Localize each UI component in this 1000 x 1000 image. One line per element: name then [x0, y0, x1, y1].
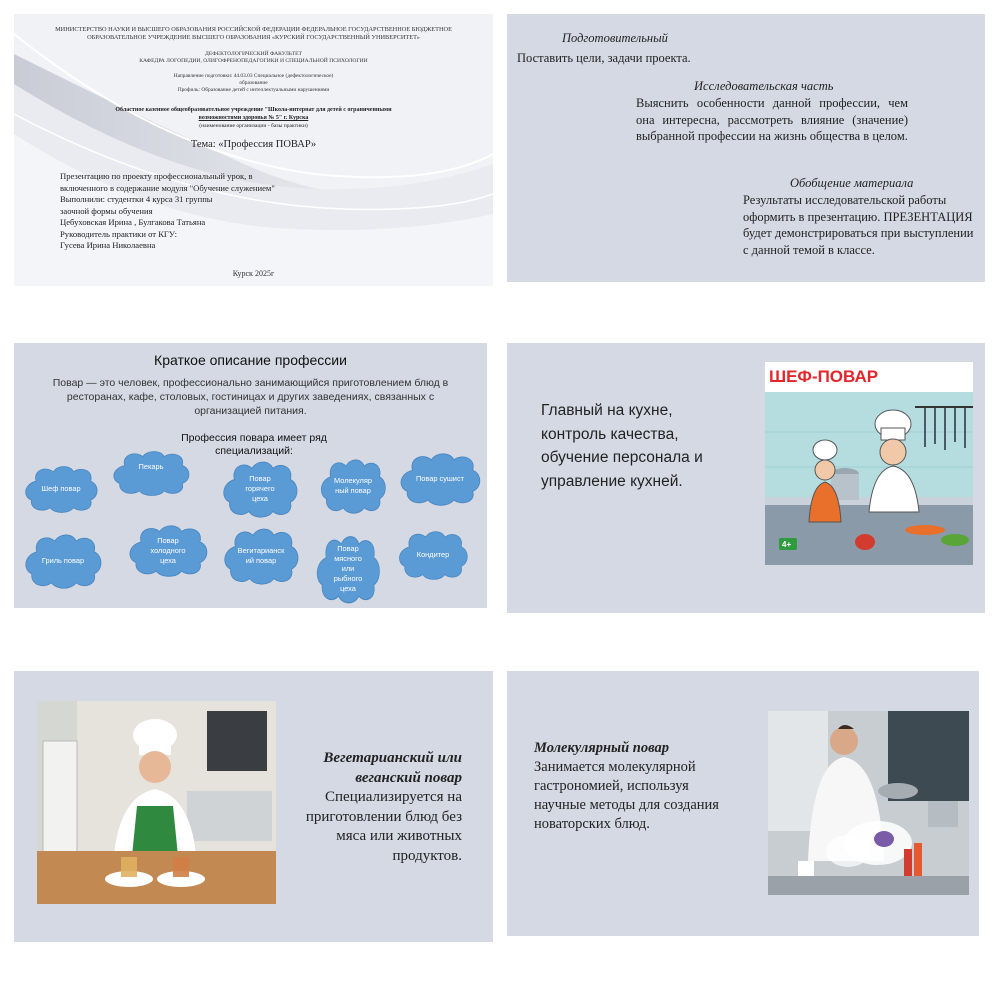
cloud-label: Повар горячего цеха	[245, 474, 275, 503]
cloud-label: Повар холодного цеха	[150, 535, 186, 565]
chef-cartoon-image	[765, 362, 973, 565]
slide-chef[interactable]	[507, 343, 985, 613]
institution-block	[54, 106, 453, 130]
education-line: образование	[239, 80, 268, 86]
molecular-chef-description: Занимается молекулярной гастрономией, используя научные методы для создания новаторских блюд.	[534, 759, 719, 832]
molecular-chef-text	[534, 739, 744, 834]
direction-block	[34, 73, 473, 94]
specializations-label: Профессия повара имеет ряд специализаций:	[181, 432, 327, 457]
author-line: Выполнили: студентки 4 курса 31 группы	[60, 194, 213, 204]
slide-title: Краткое описание профессии	[154, 352, 347, 368]
cloud-shape	[221, 526, 301, 586]
vegetarian-chef-heading: Вегетарианский или веганский повар	[323, 750, 462, 786]
direction-line: Направление подготовки: 44.03.03 Специальное (дефектологическое)	[173, 73, 334, 79]
cloud-label: Гриль повар	[41, 556, 85, 565]
age-badge: 4+	[782, 540, 792, 549]
cloud-label: Повар сушист	[415, 474, 465, 483]
profile-line: Профиль: Образование детей с интеллектуальными нарушениями	[177, 87, 330, 93]
cloud-label: Шеф повар	[41, 484, 81, 493]
institution-line-1: Областное казенное общеобразовательное учреждение "Школа-интернат для детей с ограниченными	[115, 107, 392, 113]
institution-line-2: возможностями здоровья № 5" г. Курска	[198, 115, 309, 121]
author-line: заочной формы обучения	[60, 205, 153, 216]
cloud-shape	[318, 457, 388, 515]
author-line: Цебуховская Ирина , Булгакова Татьяна	[60, 217, 206, 227]
author-line: включенного в содержание модуля "Обучение служением"	[60, 182, 275, 193]
authors-block	[60, 171, 360, 252]
institution-note: (наименование организации - базы практики)	[199, 123, 308, 129]
slide-vegetarian-chef[interactable]	[14, 671, 493, 942]
stage-2-heading: Исследовательская часть	[694, 79, 834, 93]
slide-project-stages[interactable]	[507, 14, 985, 282]
profession-description: Повар — это человек, профессионально занимающийся приготовлением блюд в ресторанах, кафе, столовых, гостиницах и других заведениях, связанных с организацией питания.	[52, 377, 449, 417]
vegetarian-chef-description: Специализируется на приготовлении блюд без мяса или животных продуктов.	[305, 789, 462, 864]
slide-title-page[interactable]	[14, 14, 493, 286]
author-line: Руководитель практики от КГУ:	[60, 228, 178, 239]
stage-3-text: Результаты исследовательской работы оформить в презентацию. ПРЕЗЕНТАЦИЯ будет демонстрироваться при выступлении с данной темой в классе.	[743, 193, 974, 257]
cloud-label: Молекулярный повар	[334, 476, 372, 495]
cloud-label: Кондитер	[416, 550, 450, 559]
cloud-label: Вегитарианский повар	[237, 546, 285, 565]
vegetarian-chef-text	[279, 749, 462, 866]
stage-1-heading: Подготовительный	[562, 31, 668, 45]
city-year: Курск 2025г	[232, 269, 275, 278]
faculty-name: ДЕФЕКТОЛОГИЧЕСКИЙ ФАКУЛЬТЕТ	[205, 51, 302, 57]
molecular-chef-heading: Молекулярный повар	[534, 740, 670, 756]
slide-profession-description[interactable]	[14, 343, 487, 608]
cloud-shape	[22, 464, 100, 514]
cloud-label: Повар мясного или рыбного цеха	[333, 544, 363, 593]
stage-1-text: Поставить цели, задачи проекта.	[517, 51, 691, 65]
ministry-header: МИНИСТЕРСТВО НАУКИ И ВЫСШЕГО ОБРАЗОВАНИЯ РОССИЙСКОЙ ФЕДЕРАЦИИ ФЕДЕРАЛЬНОЕ ГОСУДАРСТВЕННОЕ БЮДЖЕТНОЕ ОБРАЗОВАТЕЛЬНОЕ УЧРЕЖДЕНИЕ ВЫСШЕГО ОБРАЗОВАНИЯ «КУРСКИЙ ГОСУДАРСТВЕННЫЙ УНИВЕРСИТЕТ»	[55, 26, 452, 41]
cloud-shape	[22, 532, 104, 590]
cloud-label: Пекарь	[138, 462, 164, 472]
faculty-block	[34, 51, 473, 65]
vegetarian-chef-photo	[37, 701, 276, 904]
stage-2-text: Выяснить особенности данной профессии, чем она интересна, рассмотреть влияние (значение) выбранной профессии на жизнь общества в целом.	[636, 96, 908, 143]
image-title: ШЕФ-ПОВАР	[769, 367, 879, 386]
cloud-shape	[314, 533, 382, 605]
cloud-shape	[126, 523, 210, 578]
cloud-shape	[396, 529, 470, 581]
author-line: Презентацию по проекту профессиональный урок, в	[60, 171, 253, 181]
molecular-chef-photo	[768, 711, 969, 895]
chef-description: Главный на кухне, контроль качества, обучение персонала и управление кухней.	[541, 402, 703, 490]
department-name: КАФЕДРА ЛОГОПЕДИИ, ОЛИГОФРЕНОПЕДАГОГИКИ И СПЕЦИАЛЬНОЙ ПСИХОЛОГИИ	[139, 58, 368, 64]
presentation-theme: Тема: «Профессия ПОВАР»	[190, 139, 317, 150]
cloud-shape	[397, 451, 483, 507]
slide-molecular-chef[interactable]	[507, 671, 979, 936]
stage-3-heading: Обобщение материала	[790, 176, 914, 190]
cloud-shape	[110, 449, 192, 497]
author-line: Гусева Ирина Николаевна	[60, 240, 156, 250]
cloud-shape	[220, 459, 300, 519]
